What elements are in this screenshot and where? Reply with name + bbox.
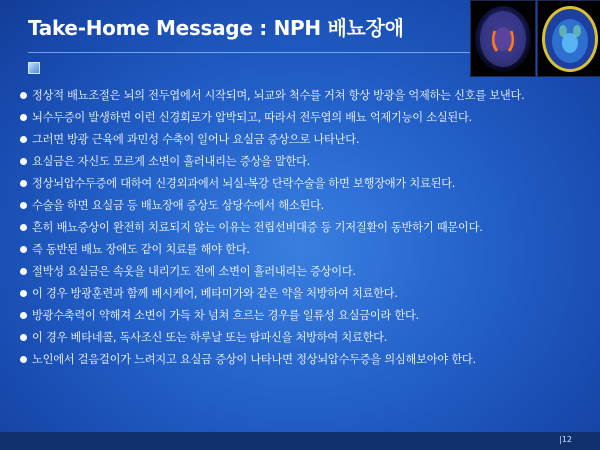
list-item: 이 경우 방광훈련과 함께 베시케어, 베타미가와 같은 약을 처방하여 치료한다. <box>20 285 598 303</box>
square-bullet-icon <box>28 62 40 74</box>
list-item: 이 경우 베타네콜, 독사조신 또는 하루날 또는 탐파신을 처방하여 치료한다. <box>20 329 598 347</box>
brain-scan-image-right <box>537 0 600 77</box>
slide-title: Take-Home Message : NPH 배뇨장애 <box>28 16 404 40</box>
footer-bar <box>0 432 600 450</box>
bullet-dot-icon <box>20 268 27 275</box>
bullet-dot-icon <box>20 180 27 187</box>
list-item: 정상적 배뇨조절은 뇌의 전두엽에서 시작되며, 뇌교와 척수를 거쳐 항상 방광을 억제하는 신호를 보낸다. <box>20 87 598 105</box>
list-item: 즉 동반된 배뇨 장애도 같이 치료를 해야 한다. <box>20 241 598 259</box>
list-item: 뇌수두증이 발생하면 이런 신경회로가 압박되고, 따라서 전두엽의 배뇨 억제기능이 소실된다. <box>20 109 598 127</box>
list-item: 그러면 방광 근육에 과민성 수축이 일어나 요실금 증상으로 나타난다. <box>20 131 598 149</box>
list-item: 노인에서 걸음걸이가 느려지고 요실금 증상이 나타나면 정상뇌압수두증을 의심해보아야 한다. <box>20 351 598 369</box>
title-divider <box>28 52 478 53</box>
list-item: 절박성 요실금은 속옷을 내리기도 전에 소변이 흘러내리는 증상이다. <box>20 263 598 281</box>
page-number: |12 <box>559 435 572 444</box>
list-item: 수술을 하면 요실금 등 배뇨장애 증상도 상당수에서 해소된다. <box>20 197 598 215</box>
brain-scan-image-left <box>470 0 536 77</box>
bullet-dot-icon <box>20 356 27 363</box>
bullet-dot-icon <box>20 312 27 319</box>
bullet-dot-icon <box>20 158 27 165</box>
bullet-dot-icon <box>20 246 27 253</box>
bullet-dot-icon <box>20 290 27 297</box>
bullet-dot-icon <box>20 224 27 231</box>
bullet-dot-icon <box>20 114 27 121</box>
bullet-dot-icon <box>20 92 27 99</box>
bullet-dot-icon <box>20 202 27 209</box>
list-item: 정상뇌압수두증에 대하여 신경외과에서 뇌실-복강 단락수술을 하면 보행장애가 치료된다. <box>20 175 598 193</box>
list-item: 흔히 배뇨증상이 완전히 치료되지 않는 이유는 전립선비대증 등 기저질환이 동반하기 때문이다. <box>20 219 598 237</box>
list-item: 방광수축력이 약해져 소변이 가득 차 넘쳐 흐르는 경우를 일류성 요실금이라 한다. <box>20 307 598 325</box>
list-item: 요실금은 자신도 모르게 소변이 흘러내리는 증상을 말한다. <box>20 153 598 171</box>
bullet-dot-icon <box>20 136 27 143</box>
bullet-list <box>20 87 598 373</box>
bullet-dot-icon <box>20 334 27 341</box>
